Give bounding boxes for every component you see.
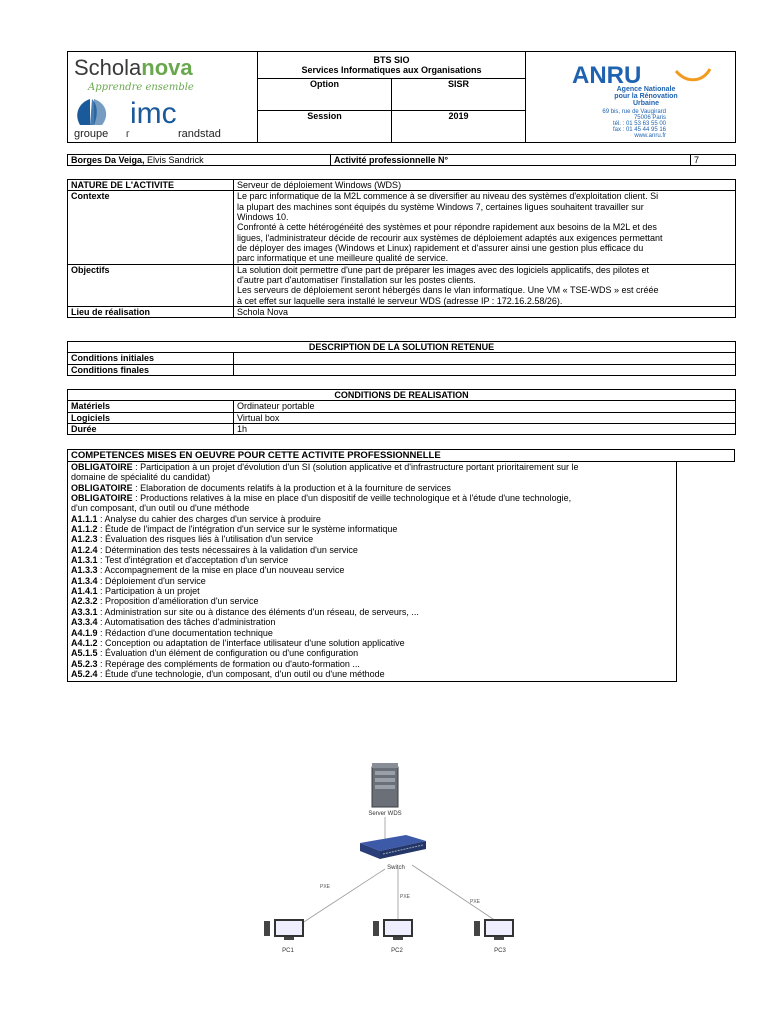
competence-item [71,607,673,617]
link-pc1 [290,869,385,931]
activity-number: 7 [691,155,736,166]
obligatoire-key: OBLIGATOIRE [71,482,133,493]
nature-row-line: ligues, l'administrateur décide de recourir aux systèmes de déploiement adaptés aux exigences permettant [237,232,663,243]
obligatoire-text: d'un composant, d'un outil ou d'une méthode [71,503,250,514]
scholanova-logo [68,52,258,143]
competence-text: : Automatisation des tâches d'administration [97,617,276,628]
nature-row-label: Contexte [68,191,234,264]
competence-text: : Évaluation des risques liés à l'utilisation d'un service [97,534,314,545]
anru-smile-icon [676,69,710,80]
nature-row-line: d'autre part d'automatiser l'installation sur les postes clients. [237,275,476,286]
obligatoire-text: : Elaboration de documents relatifs à la production et à la fourniture de services [132,482,451,493]
competence-item [71,596,673,606]
option-label: Option [258,79,392,111]
competence-item [71,586,673,596]
competence-code: A3.3.4 [71,617,98,628]
link-pc3 [412,865,496,921]
student-first-name: Elvis Sandrick [147,155,204,165]
competence-item [71,659,673,669]
nature-row-line: Les serveurs de déploiement seront hébergés dans le vlan informatique. Une VM « TSE-WDS » est créée [237,285,659,296]
competence-text: : Étude d'une technologie, d'un composant, d'un outil ou d'une méthode [97,668,385,679]
competence-item [71,565,673,575]
activity-label: Activité professionnelle N° [331,155,691,166]
competence-code: A3.3.1 [71,606,98,617]
anru-address-line: www.anru.fr [634,132,666,139]
program-cell [258,52,526,79]
server-icon [372,763,398,807]
competence-item [71,669,673,679]
competence-text: : Étude de l'impact de l'intégration d'un service sur le système informatique [97,524,398,535]
logo-groupe-text: groupe [74,127,109,140]
competence-code: A2.3.2 [71,596,98,607]
svg-text:Scholanova [74,55,193,80]
anru-logo [526,52,736,143]
conditions-initiales-value [234,353,736,364]
competence-item [71,514,673,524]
anru-address-line: fax : 01 45 44 95 16 [612,126,666,133]
competence-code: A1.1.1 [71,513,98,524]
competence-text: : Évaluation d'un élément de configuration ou d'une configuration [97,648,359,659]
competences-section [67,449,735,682]
competence-item [71,534,673,544]
competence-item [71,555,673,565]
nature-row-line: Le parc informatique de la M2L commence à se diversifier au niveau des systèmes d'exploitation client. Si [237,191,659,202]
duree-label: Durée [68,424,234,435]
realisation-table [67,389,736,435]
nature-row-line: la plupart des machines sont équipés du système Windows 7, certaines ligues souhaitent travailler sur [237,201,644,212]
obligatoire-text: : Participation à un projet d'évolution d'un SI (solution applicative et d'infrastructure portant prioritairement sur le [132,462,579,472]
competences-list [71,514,673,680]
nature-table [67,179,736,318]
competence-code: A1.2.4 [71,544,98,555]
competence-text: : Proposition d'amélioration d'un service [97,596,259,607]
anru-address-line: 69 bis, rue de Vaugirard [602,108,666,115]
duree-value: 1h [234,424,736,435]
competence-code: A1.1.2 [71,524,98,535]
obligatoire-key: OBLIGATOIRE [71,462,133,472]
obligatoire-line [71,503,673,513]
anru-address-line: tél. : 01 53 63 55 00 [612,120,666,127]
conditions-initiales-label: Conditions initiales [68,353,234,364]
nature-row-line: Serveur de déploiement Windows (WDS) [237,180,402,190]
competences-box [67,462,677,682]
obligatoire-text: : Productions relatives à la mise en place d'un dispositif de veille technologique et à l'étude d'une technologie, [132,493,572,504]
nature-row-label: Lieu de réalisation [68,307,234,318]
identity-table [67,154,736,166]
competence-text: : Rédaction d'une documentation technique [97,627,273,638]
pxe-label-pc1: PXE [320,884,331,890]
competence-text: : Accompagnement de la mise en place d'un nouveau service [97,565,345,576]
competence-text: : Détermination des tests nécessaires à la validation d'un service [97,544,358,555]
competence-item [71,638,673,648]
competence-code: A1.4.1 [71,586,98,597]
competence-code: A1.3.1 [71,555,98,566]
conditions-finales-label: Conditions finales [68,364,234,375]
logiciels-label: Logiciels [68,412,234,423]
nature-row-line: Windows 10. [237,212,289,223]
pc1-icon [264,919,304,940]
competence-code: A4.1.9 [71,627,98,638]
competence-text: : Repérage des compléments de formation ou d'auto-formation ... [97,658,360,669]
obligatoire-key: OBLIGATOIRE [71,493,133,504]
nature-row-value [234,264,736,306]
conditions-finales-value [234,364,736,375]
obligatoire-line [71,462,673,472]
program-full-title: Services Informatiques aux Organisations [301,65,482,75]
competence-text: : Conception ou adaptation de l'interface utilisateur d'une solution applicative [97,637,405,648]
competence-item [71,576,673,586]
switch-label: Switch [387,865,405,871]
nature-row-line: parc informatique et une meilleure qualité de service. [237,253,449,264]
competence-code: A5.2.4 [71,668,98,679]
solution-table [67,341,736,376]
competence-item [71,648,673,658]
obligatoire-line [71,493,673,503]
student-last-name: Borges Da Veiga, [71,155,145,165]
option-value: SISR [392,79,526,111]
competences-title: COMPETENCES MISES EN OEUVRE POUR CETTE ACTIVITE PROFESSIONNELLE [67,449,735,462]
competence-code: A1.2.3 [71,534,98,545]
pc1-label: PC1 [282,948,294,954]
competence-code: A5.2.3 [71,658,98,669]
nature-row-line: Confronté à cette hétérogénéité des systèmes et pour répondre rapidement aux besoins de la M2L et des [237,222,657,233]
logo-imc-text: imc [130,96,177,130]
competence-item [71,617,673,627]
program-title: BTS SIO [373,54,410,65]
student-name-cell [68,155,331,166]
nature-row-label: Objectifs [68,264,234,306]
header-table [67,51,736,143]
logo-schola-text: Schola [74,54,142,80]
session-label: Session [258,111,392,143]
competence-item [71,524,673,534]
materiels-value: Ordinateur portable [234,401,736,412]
realisation-title: CONDITIONS DE REALISATION [68,390,736,401]
competence-text: : Déploiement d'un service [97,575,206,586]
anru-agency-line: Agence Nationale [616,85,676,93]
logo-randstad-mark-icon: ᴦ [126,128,130,140]
nature-row-line: de déployer des images (Windows et Linux) rapidement et d'assurer ainsi une gestion plus efficace du [237,243,644,254]
pc3-icon [474,919,514,940]
nature-row-label: NATURE DE L'ACTIVITE [68,180,234,191]
logiciels-value: Virtual box [234,412,736,423]
anru-address-line: 75006 Paris [633,114,666,121]
anru-agency-line: Urbaine [632,99,660,107]
competence-text: : Analyse du cahier des charges d'un service à produire [97,513,321,524]
obligatoires-list [71,462,673,514]
solution-title: DESCRIPTION DE LA SOLUTION RETENUE [68,342,736,353]
logo-tagline: Apprendre ensemble [88,81,194,93]
competence-text: : Participation à un projet [97,586,200,597]
logo-randstad-text: randstad [178,127,221,140]
obligatoire-text: domaine de spécialité du candidat) [71,472,211,483]
nature-row-value [234,307,736,318]
competence-item [71,628,673,638]
pxe-label-pc2: PXE [400,894,411,900]
nature-row-value [234,180,736,191]
competence-text: : Test d'intégration et d'acceptation d'un service [97,555,289,566]
network-diagram [230,755,550,960]
competence-code: A1.3.4 [71,575,98,586]
obligatoire-line [71,472,673,482]
pc3-label: PC3 [494,948,506,954]
competence-code: A5.1.5 [71,648,98,659]
pxe-label-pc3: PXE [470,899,481,905]
competence-code: A1.3.3 [71,565,98,576]
imc-shell-icon [77,99,106,125]
pc2-icon [373,919,413,940]
nature-row-line: à cet effet sur laquelle sera installé le serveur WDS (adresse IP : 172.16.2.58/26). [237,295,563,306]
nature-row-value [234,191,736,264]
pc2-label: PC2 [391,948,403,954]
anru-agency-line: pour la Rénovation [614,92,678,100]
competence-item [71,545,673,555]
nature-row-line: Schola Nova [237,307,289,318]
competence-code: A4.1.2 [71,637,98,648]
logo-nova-text: nova [141,54,193,80]
server-label: Server WDS [368,811,402,817]
materiels-label: Matériels [68,401,234,412]
competence-text: : Administration sur site ou à distance des éléments d'un réseau, de serveurs, ... [97,606,419,617]
anru-brand-text: ANRU [572,61,642,89]
obligatoire-line [71,483,673,493]
session-value: 2019 [392,111,526,143]
switch-icon [360,835,426,859]
nature-row-line: La solution doit permettre d'une part de préparer les images avec des logiciels applicatifs, des pilotes et [237,264,649,275]
